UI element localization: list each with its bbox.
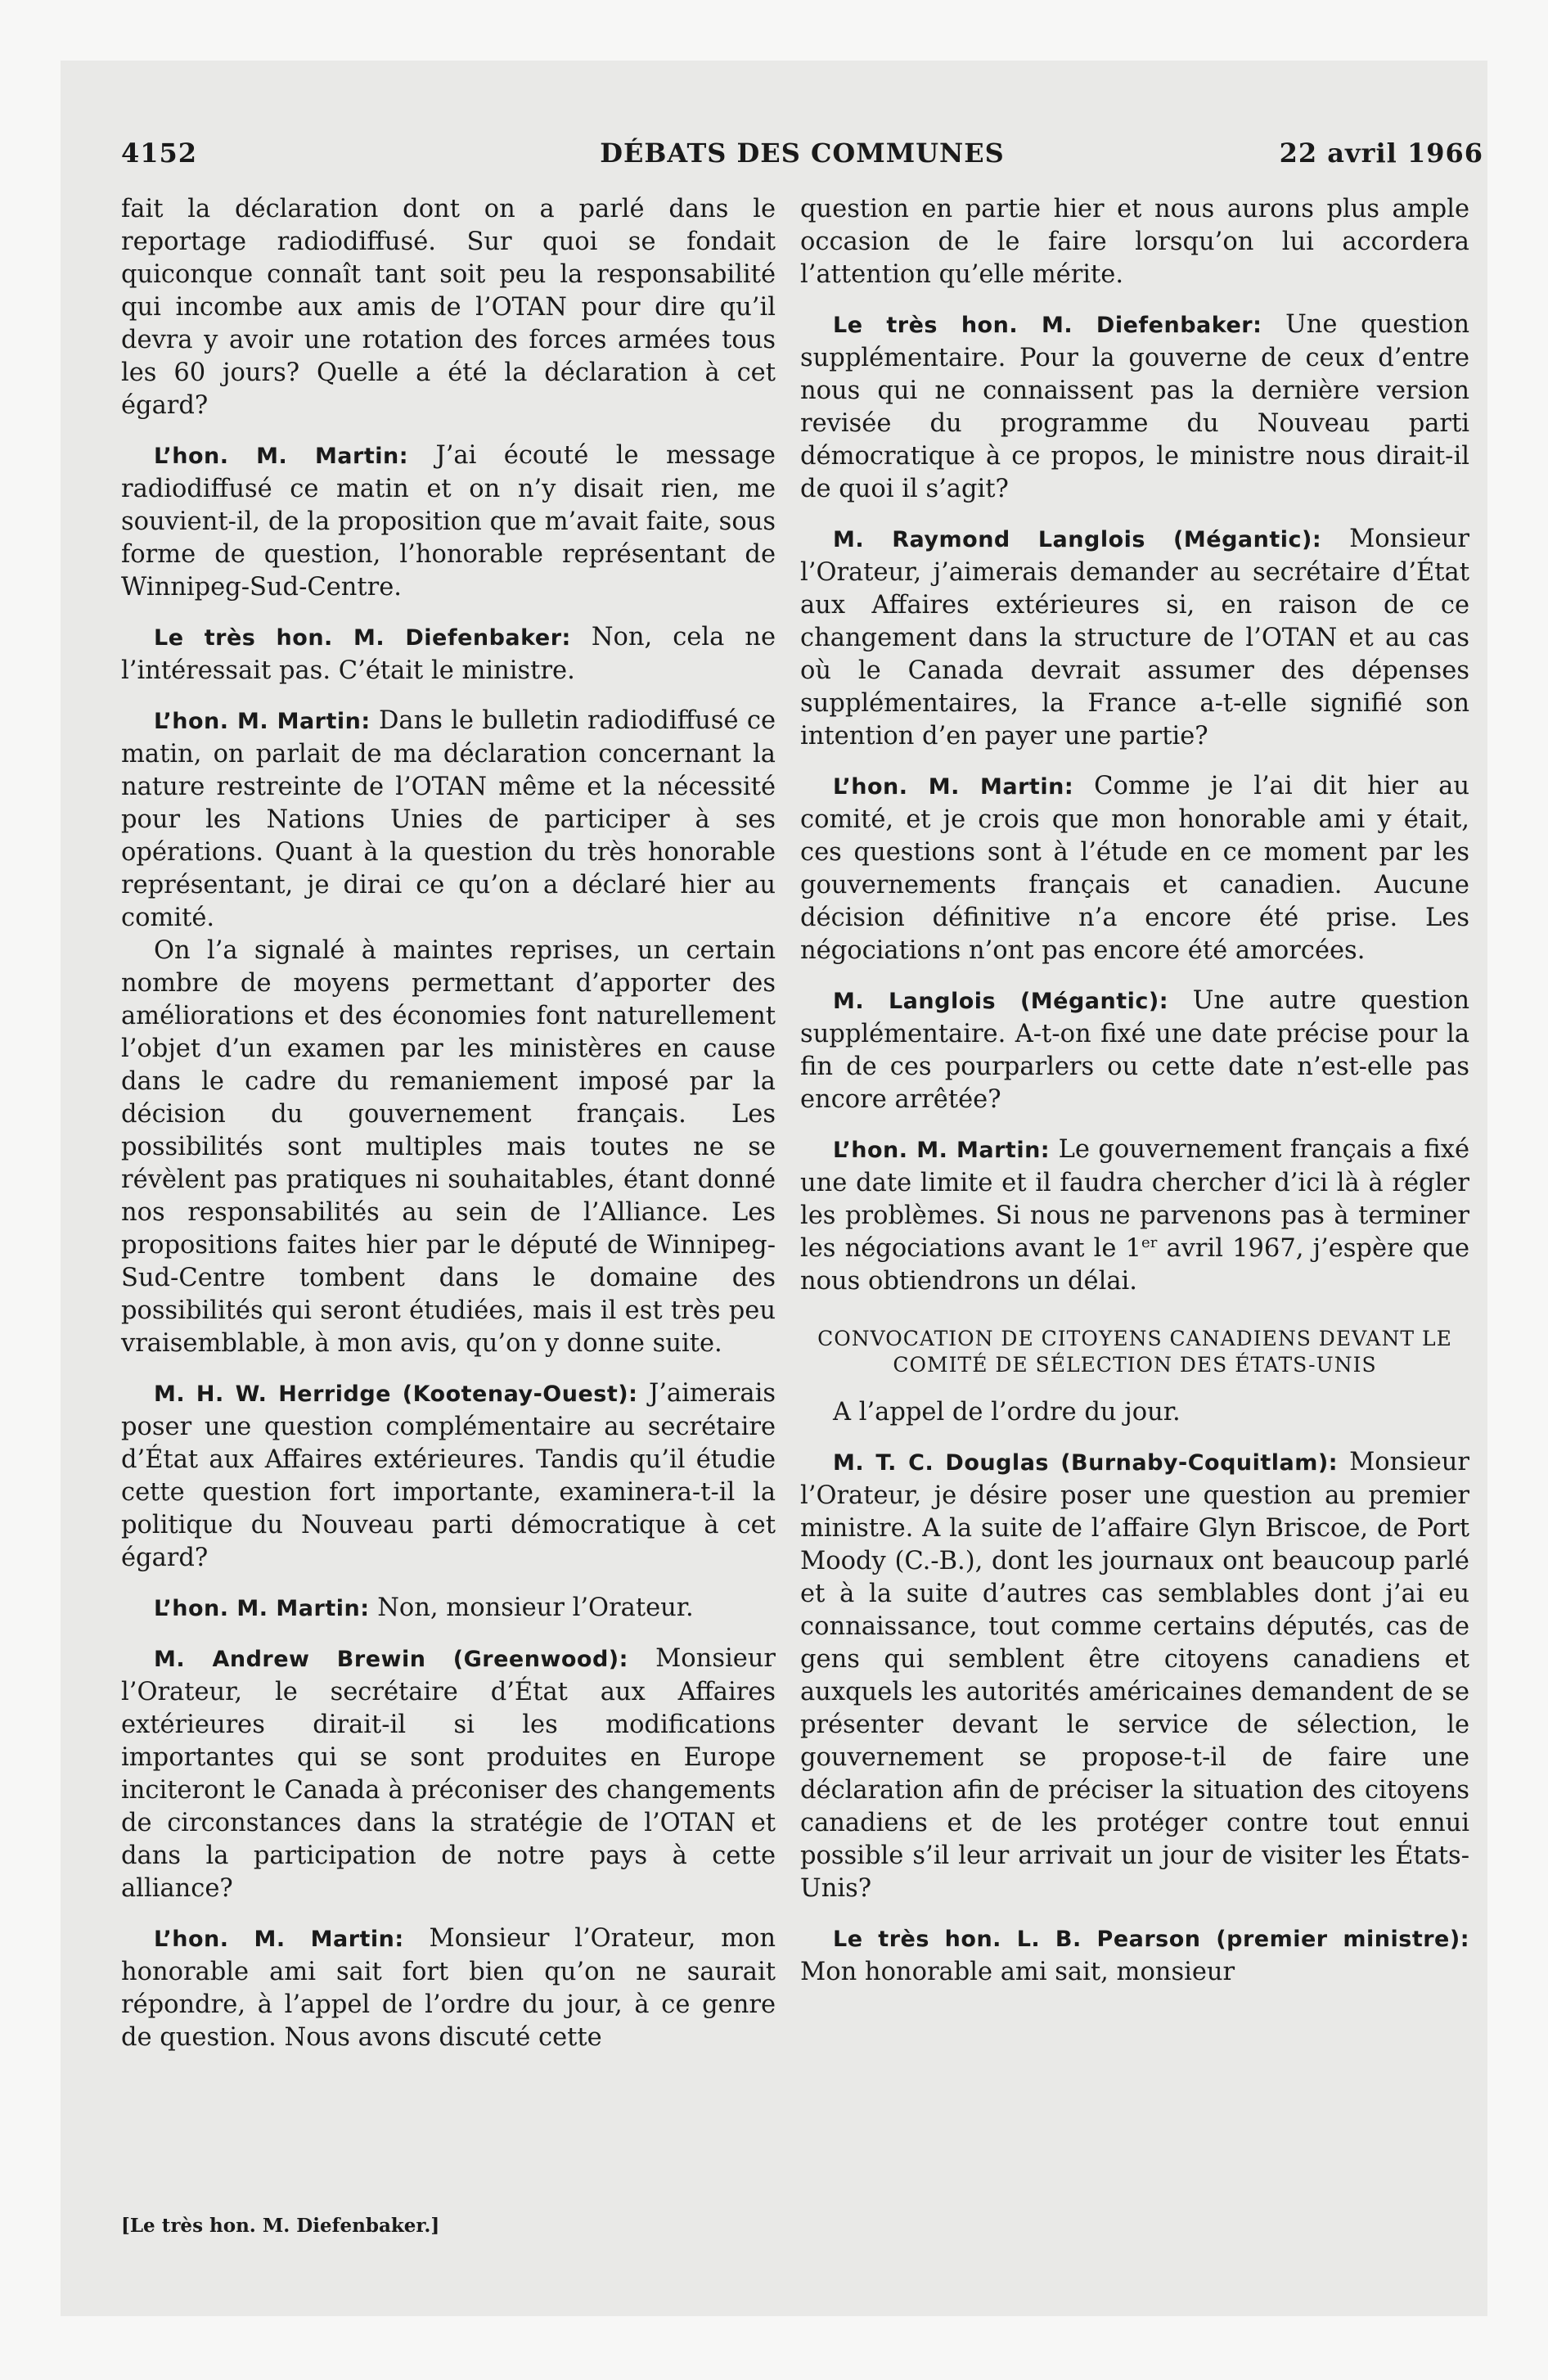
running-header	[121, 137, 1483, 174]
publication-title: DÉBATS DES COMMUNES	[600, 137, 1005, 169]
paragraph	[800, 193, 1469, 291]
paragraph-text: Une question supplémentaire. Pour la gouverne de ceux d’entre nous qui ne connaissent pas la dernière version revisée du programme du Nouveau parti démocratique à ce propos, le ministre nous dirait-il de quoi il s’agit?	[800, 310, 1470, 503]
speaker-name: L’hon. M. Martin:	[154, 444, 409, 469]
paragraph	[800, 985, 1469, 1116]
speaker-name: Le très hon. M. Diefenbaker:	[833, 313, 1262, 338]
section-heading: CONVOCATION DE CITOYENS CANADIENS DEVANT LE COMITÉ DE SÉLECTION DES ÉTATS-UNIS	[817, 1327, 1452, 1377]
paragraph-text: Une autre question supplémentaire. A-t-on fixé une date précise pour la fin de ces pourparlers ou cette date n’est-elle pas encore arrêtée?	[800, 986, 1470, 1114]
left-column	[121, 193, 776, 2071]
speaker-name: M. H. W. Herridge (Kootenay-Ouest):	[154, 1382, 638, 1407]
paragraph	[800, 1446, 1469, 1905]
paragraph-text: question en partie hier et nous aurons plus ample occasion de le faire lorsqu’on lui accordera l’attention qu’elle mérite.	[800, 195, 1469, 289]
paragraph	[121, 621, 776, 687]
paragraph	[800, 1134, 1469, 1298]
paragraph-text: A l’appel de l’ordre du jour.	[833, 1398, 1181, 1427]
paragraph	[121, 1922, 776, 2054]
speaker-name: Le très hon. M. Diefenbaker:	[154, 625, 571, 651]
paragraph	[121, 1377, 776, 1575]
page-number: 4152	[121, 137, 198, 169]
speaker-name: M. Andrew Brewin (Greenwood):	[154, 1647, 628, 1672]
speaker-name: L’hon. M. Martin:	[154, 709, 371, 734]
paragraph-text: fait la déclaration dont on a parlé dans le reportage radiodiffusé. Sur quoi se fondait quiconque connaît tant soit peu la responsabilité qui incombe aux amis de l’OTAN pour dire qu’il devra y avoir une rotation des forces armées tous les 60 jours? Quelle a été la déclaration à cet égard?	[121, 195, 776, 420]
speaker-name: L’hon. M. Martin:	[154, 1596, 370, 1621]
paragraph	[800, 1922, 1469, 1989]
paragraph	[121, 1592, 776, 1625]
paragraph-text: On l’a signalé à maintes reprises, un certain nombre de moyens permettant d’apporter des améliorations et des économies font naturellement l’objet d’un examen par les ministères en cause dans le cadre du remaniement imposé par la décision du gouvernement français. Les possibilités sont multiples mais toutes ne se révèlent pas pratiques ni souhaitables, étant donné nos responsabilités au sein de l’Alliance. Les propositions faites hier par le député de Winnipeg-Sud-Centre tombent dans le domaine des possibilités qui seront étudiées, mais il est très peu vraisemblable, à mon avis, qu’on y donne suite.	[121, 936, 776, 1358]
paragraph-text: avril 1967, j’espère que nous obtiendrons un délai.	[800, 1234, 1470, 1296]
speaker-name: L’hon. M. Martin:	[833, 1138, 1051, 1163]
paragraph-text: Dans le bulletin radiodiffusé ce matin, on parlait de ma déclaration concernant la nature restreinte de l’OTAN même et la nécessité pour les Nations Unies de participer à ses opérations. Quant à la question du très honorable représentant, je dirai ce qu’on a déclaré hier au comité.	[121, 706, 776, 932]
paragraph-text: Non, cela ne l’intéressait pas. C’était le ministre.	[121, 623, 776, 685]
paragraph-text: J’aimerais poser une question complémentaire au secrétaire d’État aux Affaires extérieures. Tandis qu’il étudie cette question fort importante, examinera-t-il la politique du Nouveau parti démocratique à cet égard?	[121, 1379, 776, 1572]
paragraph-text: Monsieur l’Orateur, j’aimerais demander au secrétaire d’État aux Affaires extérieures si, en raison de ce changement dans la structure de l’OTAN et au cas où le Canada devrait assumer des dépenses supplémentaires, la France a-t-elle signifié son intention d’en payer une partie?	[800, 525, 1469, 751]
paragraph-text: Monsieur l’Orateur, je désire poser une question au premier ministre. A la suite de l’affaire Glyn Briscoe, de Port Moody (C.-B.), dont les journaux ont beaucoup parlé et à la suite d’autres cas semblables dont j’ai eu connaissance, tout comme certains députés, cas de gens qui semblent être citoyens canadiens et auxquels les autorités américaines demandent de se présenter devant le service de sélection, le gouvernement se propose-t-il de faire une déclaration afin de préciser la situation des citoyens canadiens et de les protéger contre tout ennui possible s’il leur arrivait un jour de visiter les États-Unis?	[800, 1448, 1469, 1903]
paragraph-text: J’ai écouté le message radiodiffusé ce matin et on n’y disait rien, me souvient-il, de la proposition que m’avait faite, sous forme de question, l’honorable représentant de Winnipeg-Sud-Centre.	[121, 441, 776, 602]
speaker-name: Le très hon. L. B. Pearson (premier ministre):	[833, 1927, 1469, 1952]
paragraph	[121, 935, 776, 1360]
paragraph-text: Monsieur l’Orateur, mon honorable ami sait fort bien qu’on ne saurait répondre, à l’appel de l’ordre du jour, à ce genre de question. Nous avons discuté cette	[121, 1924, 776, 2052]
issue-date: 22 avril 1966	[1279, 137, 1483, 169]
paragraph	[121, 439, 776, 604]
paragraph-text: Comme je l’ai dit hier au comité, et je crois que mon honorable ami y était, ces questions sont à l’étude en ce moment par les gouvernements français et canadien. Aucune décision définitive n’a encore été prise. Les négociations n’ont pas encore été amorcées.	[800, 772, 1469, 965]
speaker-name: L’hon. M. Martin:	[154, 1927, 404, 1952]
paragraph	[800, 1396, 1469, 1429]
speaker-name: M. Langlois (Mégantic):	[833, 989, 1169, 1014]
ordinal-superscript: er	[1141, 1233, 1158, 1251]
speaker-name: L’hon. M. Martin:	[833, 774, 1074, 800]
paragraph	[800, 309, 1469, 506]
paragraph-text: Non, monsieur l’Orateur.	[377, 1593, 694, 1622]
speaker-name: M. Raymond Langlois (Mégantic):	[833, 527, 1322, 552]
paragraph	[121, 1643, 776, 1905]
right-column	[800, 193, 1469, 2006]
paragraph	[121, 193, 776, 422]
paragraph-text: Mon honorable ami sait, monsieur	[800, 1958, 1235, 1986]
paragraph	[800, 770, 1469, 967]
paragraph-text: Le gouvernement français a fixé une date limite et il faudra chercher d’ici là à régler les problèmes. Si nous ne parvenons pas à terminer les négociations avant le 1	[800, 1135, 1469, 1263]
footer-speaker-tag: [Le très hon. M. Diefenbaker.]	[121, 2215, 440, 2237]
speaker-name: M. T. C. Douglas (Burnaby-Coquitlam):	[833, 1450, 1339, 1476]
paragraph	[121, 705, 776, 935]
paragraph	[800, 523, 1469, 753]
paragraph-text: Monsieur l’Orateur, le secrétaire d’État aux Affaires extérieures dirait-il si les modifications importantes qui se sont produites en Europe inciteront le Canada à préconiser des changements de circonstances dans la stratégie de l’OTAN et dans la participation de notre pays à cette alliance?	[121, 1644, 776, 1903]
